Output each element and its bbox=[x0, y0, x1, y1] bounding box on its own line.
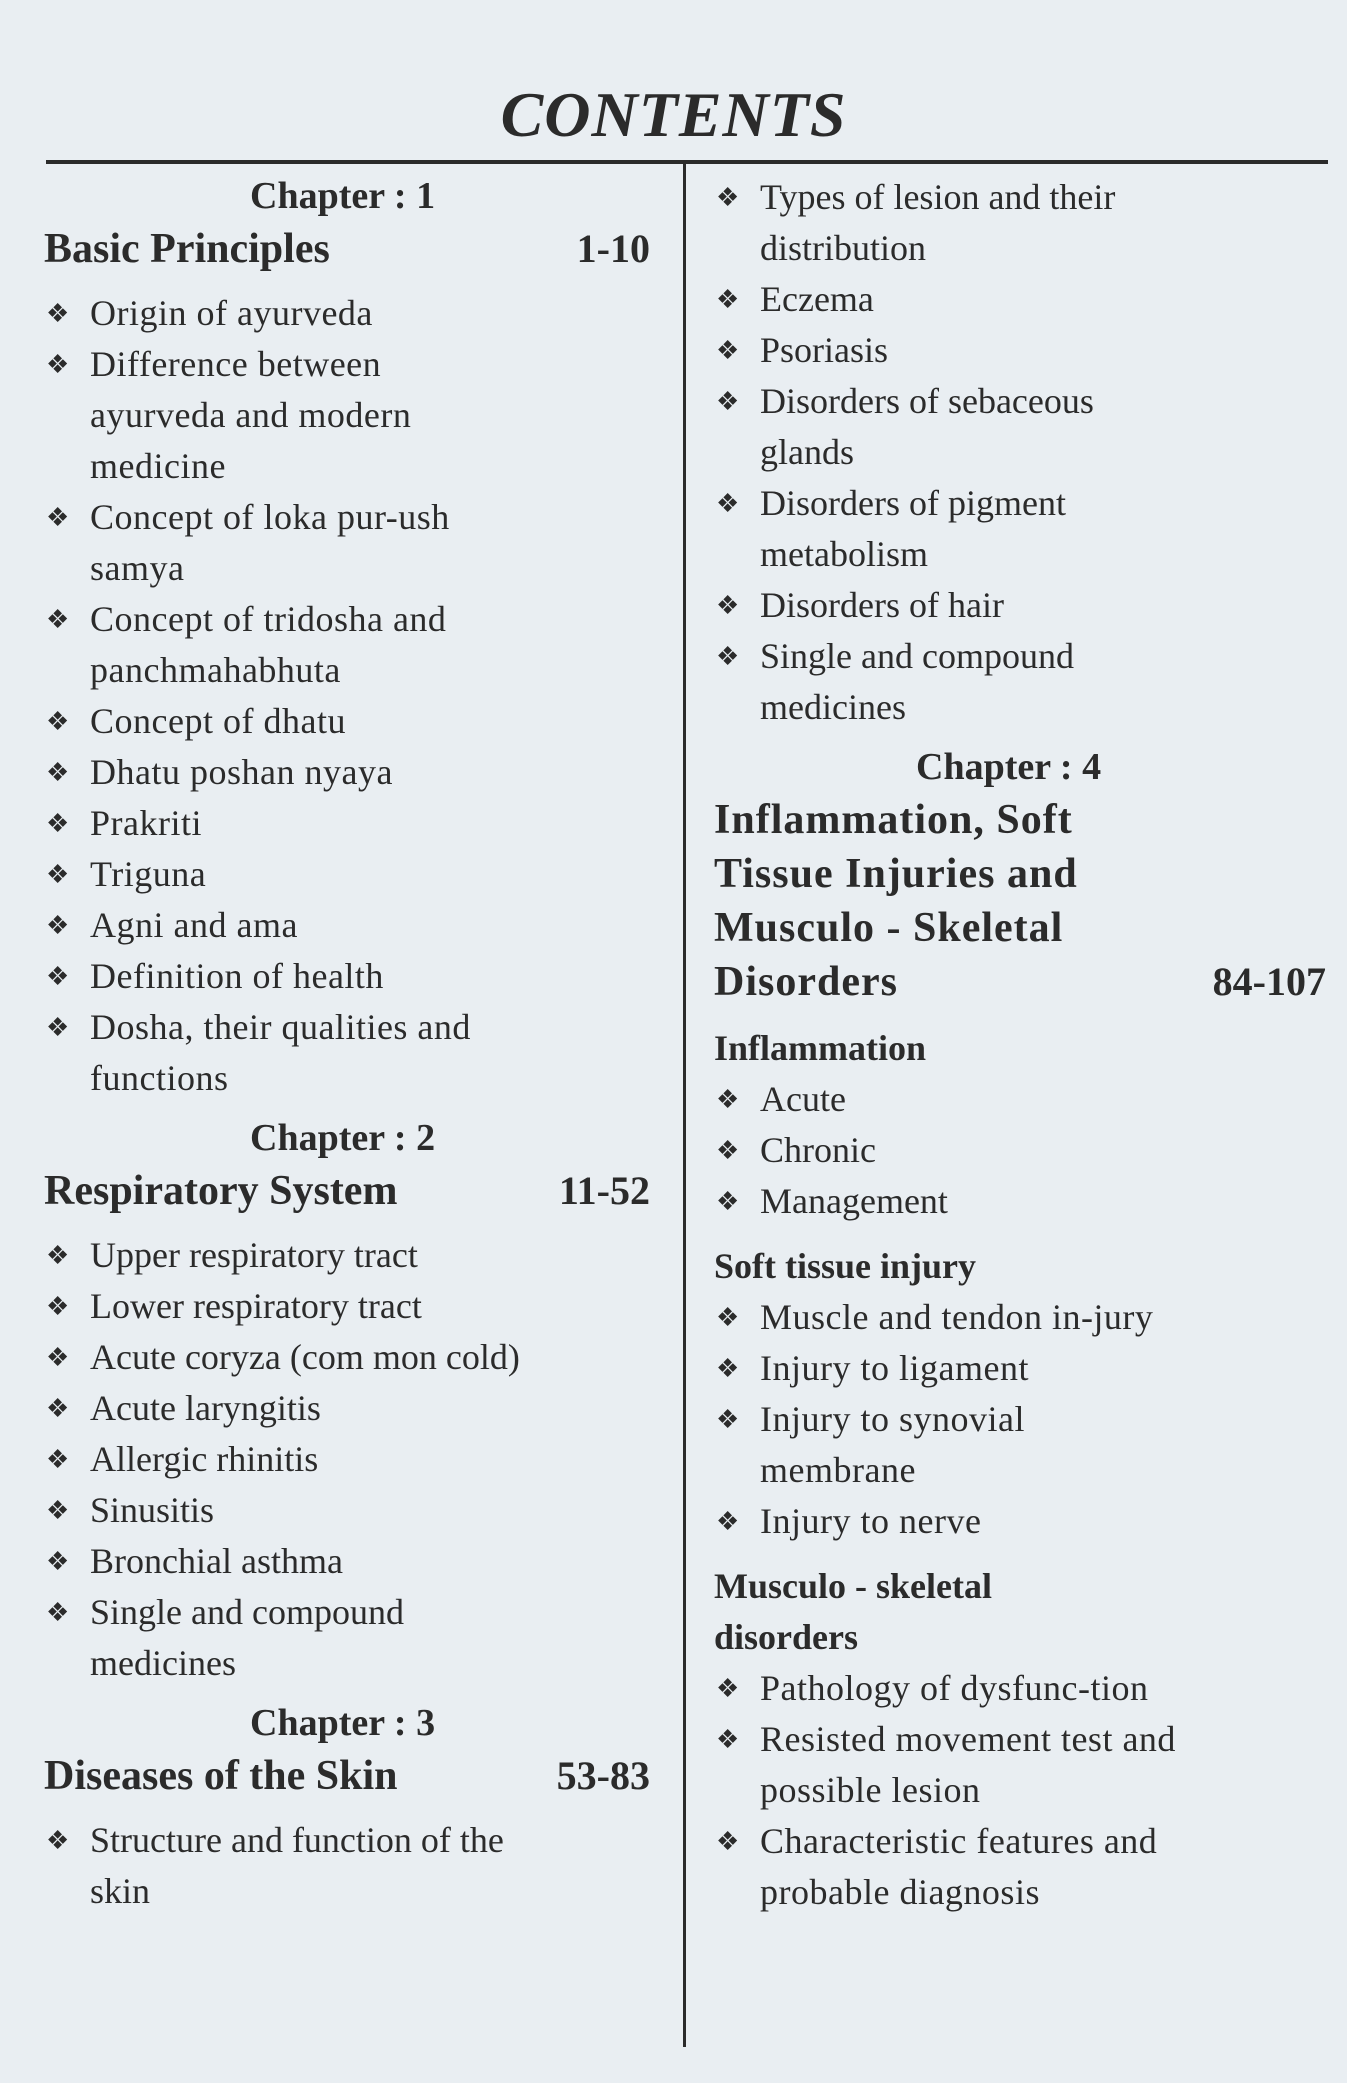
chapter-1 bbox=[44, 172, 650, 1104]
topic-item: ❖ Origin of ayurveda bbox=[44, 288, 520, 339]
topic-item: ❖ Chronic bbox=[714, 1125, 1190, 1176]
topic-item: ❖ Injury to nerve bbox=[714, 1496, 1190, 1547]
topic-item: ❖ Acute coryza (com mon cold) bbox=[44, 1332, 520, 1383]
topic-item: ❖ Lower respiratory tract bbox=[44, 1281, 520, 1332]
chapter-heading bbox=[44, 1164, 650, 1218]
chapter-label: Chapter : 4 bbox=[916, 746, 1102, 788]
chapter-label: Chapter : 3 bbox=[250, 1702, 436, 1744]
section-heading: Soft tissue injury bbox=[714, 1246, 977, 1286]
topic-item: ❖ Acute bbox=[714, 1074, 1190, 1125]
page-title: CONTENTS bbox=[500, 79, 847, 150]
chapter-title[interactable]: Basic Principles bbox=[44, 226, 330, 272]
topic-list bbox=[714, 1074, 1320, 1227]
topic-list bbox=[44, 1815, 650, 1917]
topic-item: ❖ Concept of tridosha and panchmahabhuta bbox=[44, 594, 520, 696]
chapter-2 bbox=[44, 1114, 650, 1689]
chapter-4 bbox=[714, 743, 1326, 1918]
section-heading: Inflammation bbox=[714, 1028, 927, 1068]
page-range: 84-107 bbox=[1212, 959, 1326, 1004]
topic-list bbox=[714, 1292, 1320, 1547]
topic-item: ❖ Types of lesion and their distribution bbox=[714, 172, 1190, 274]
page-range: 11-52 bbox=[558, 1168, 650, 1213]
right-column bbox=[714, 172, 1326, 1918]
topic-item: ❖ Single and compound medicines bbox=[714, 631, 1190, 733]
topic-item: ❖ Resisted movement test and possible lesion bbox=[714, 1714, 1190, 1816]
topic-item: ❖ Structure and function of the skin bbox=[44, 1815, 520, 1917]
topic-item: ❖ Definition of health bbox=[44, 951, 520, 1002]
topic-item: ❖ Agni and ama bbox=[44, 900, 520, 951]
topic-item: ❖ Eczema bbox=[714, 274, 1190, 325]
topic-item: ❖ Prakriti bbox=[44, 798, 520, 849]
topic-list bbox=[714, 172, 1320, 733]
topic-item: ❖ Dhatu poshan nyaya bbox=[44, 747, 520, 798]
topic-item: ❖ Upper respiratory tract bbox=[44, 1230, 520, 1281]
chapter-heading bbox=[44, 222, 650, 276]
chapter-title[interactable]: Inflammation, Soft Tissue Injuries and Musculo - Skeletal Disorders bbox=[714, 797, 1078, 1005]
chapter-heading bbox=[714, 793, 1326, 1009]
chapter-3 bbox=[44, 1699, 650, 1917]
topic-item: ❖ Injury to ligament bbox=[714, 1343, 1190, 1394]
topic-item: ❖ Injury to synovial membrane bbox=[714, 1394, 1190, 1496]
topic-item: ❖ Acute laryngitis bbox=[44, 1383, 520, 1434]
topic-item: ❖ Concept of loka pur-ush samya bbox=[44, 492, 520, 594]
top-divider bbox=[46, 160, 1328, 164]
chapter-heading bbox=[44, 1749, 650, 1803]
column-divider bbox=[683, 162, 686, 2047]
chapter-label: Chapter : 1 bbox=[250, 175, 436, 217]
page-range: 1-10 bbox=[576, 226, 650, 271]
topic-item: ❖ Muscle and tendon in-jury bbox=[714, 1292, 1190, 1343]
topic-item: ❖ Concept of dhatu bbox=[44, 696, 520, 747]
topic-item: ❖ Triguna bbox=[44, 849, 520, 900]
topic-item: ❖ Dosha, their qualities and functions bbox=[44, 1002, 520, 1104]
topic-item: ❖ Sinusitis bbox=[44, 1485, 520, 1536]
topic-item: ❖ Management bbox=[714, 1176, 1190, 1227]
chapter-label: Chapter : 2 bbox=[250, 1117, 436, 1159]
topic-item: ❖ Difference between ayurveda and modern medicine bbox=[44, 339, 520, 492]
topic-item: ❖ Disorders of sebaceous glands bbox=[714, 376, 1190, 478]
topic-item: ❖ Disorders of pigment metabolism bbox=[714, 478, 1190, 580]
topic-list bbox=[44, 288, 650, 1104]
topic-item: ❖ Allergic rhinitis bbox=[44, 1434, 520, 1485]
chapter-title[interactable]: Respiratory System bbox=[44, 1168, 398, 1214]
topic-item: ❖ Characteristic features and probable diagnosis bbox=[714, 1816, 1190, 1918]
topic-item: ❖ Disorders of hair bbox=[714, 580, 1190, 631]
topic-item: ❖ Bronchial asthma bbox=[44, 1536, 520, 1587]
page-range: 53-83 bbox=[556, 1753, 650, 1798]
section-heading: Musculo - skeletal disorders bbox=[714, 1566, 992, 1657]
topic-list bbox=[44, 1230, 650, 1689]
topic-item: ❖ Single and compound medicines bbox=[44, 1587, 520, 1689]
topic-item: ❖ Psoriasis bbox=[714, 325, 1190, 376]
topic-item: ❖ Pathology of dysfunc-tion bbox=[714, 1663, 1190, 1714]
left-column bbox=[44, 172, 650, 1917]
topic-list bbox=[714, 1663, 1320, 1918]
chapter-title[interactable]: Diseases of the Skin bbox=[44, 1753, 398, 1799]
